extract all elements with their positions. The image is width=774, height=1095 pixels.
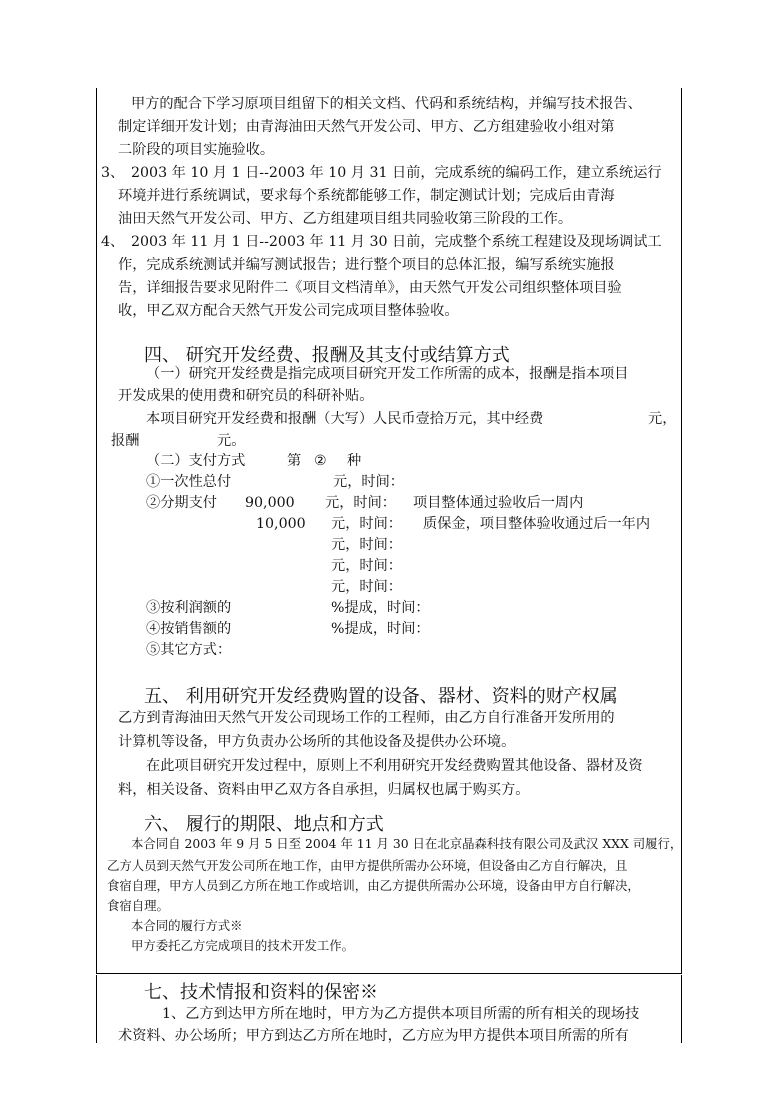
s4-opt2-unit-time: 元，时间： — [325, 495, 396, 511]
s6-line: 乙方人员到天然气开发公司所在地工作，由甲方提供所需办公环境，但设备由乙方自行解决，且 — [107, 858, 628, 873]
s7-line: 术资料、办公场所；甲方到达乙方所在地时，乙方应为甲方提供本项目所需的所有 — [118, 1028, 629, 1044]
s4-p2-unit: 元。 — [217, 433, 246, 449]
s7-line: 1、乙方到达甲方所在地时，甲方为乙方提供本项目所需的所有相关的现场技 — [162, 1006, 640, 1022]
s4-pay-mode-zhong: 种 — [347, 453, 362, 469]
s4-opt2-label: ②分期支付 — [146, 495, 217, 511]
s4-opt4-pct: %提成，时间： — [331, 621, 430, 637]
s3-item3-line: 环境并进行系统调试，要求每个系统都能够工作，制定测试计划；完成后由青海 — [118, 188, 615, 204]
s4-opt1-label: ①一次性总付 — [146, 474, 232, 490]
s5-p1-line: 乙方到青海油田天然气开发公司现场工作的工程师，由乙方自行准备开发所用的 — [118, 710, 615, 726]
s4-opt2-unit-time: 元，时间： — [331, 558, 402, 574]
s4-opt2-amount: 90,000 — [245, 495, 295, 511]
s6-line: 食宿自理，甲方人员到乙方所在地工作或培训，由乙方提供所需办公环境，设备由甲方自行解决， — [107, 878, 640, 893]
section5-heading: 五、 利用研究开发经费购置的设备、器材、资料的财产权属 — [144, 686, 618, 707]
s4-p2-line: 本项目研究开发经费和报酬（大写）人民币壹拾万元，其中经费 — [146, 411, 544, 427]
s6-line: 食宿自理。 — [107, 898, 169, 913]
s4-opt2-note: 项目整体通过验收后一周内 — [413, 495, 584, 511]
s4-opt2-unit-time: 元，时间： — [331, 537, 402, 553]
s4-opt1-unit-time: 元，时间： — [333, 474, 404, 490]
s3-line: 甲方的配合下学习原项目组留下的相关文档、代码和系统结构，并编写技术报告、 — [131, 96, 642, 112]
s3-item3-line: 油田天然气开发公司、甲方、乙方组建项目组共同验收第三阶段的工作。 — [118, 211, 573, 227]
s6-line: 甲方委托乙方完成项目的技术开发工作。 — [131, 938, 355, 953]
s5-p2-line: 料，相关设备、资料由甲乙双方各自承担，归属权也属于购买方。 — [118, 782, 530, 798]
s4-opt3-pct: %提成，时间： — [331, 600, 430, 616]
s3-item4-line: 作，完成系统测试并编写测试报告；进行整个项目的总体汇报，编写系统实施报 — [118, 257, 615, 273]
s3-line: 制定详细开发计划；由青海油田天然气开发公司、甲方、乙方组建验收小组对第 — [118, 119, 615, 135]
section7-heading: 七、技术情报和资料的保密※ — [144, 982, 378, 1003]
section6-heading: 六、 履行的期限、地点和方式 — [144, 814, 384, 835]
s4-p2-unit: 元， — [648, 411, 677, 427]
s4-opt4-label: ④按销售额的 — [146, 621, 232, 637]
section4-heading: 四、 研究开发经费、报酬及其支付或结算方式 — [144, 345, 510, 366]
s3-line: 二阶段的项目实施验收。 — [118, 142, 275, 158]
s6-line: 本合同自 2003 年 9 月 5 日至 2004 年 11 月 30 日在北京晶森科技有限公司及武汉 XXX 司履行， — [131, 836, 683, 851]
s3-item4-line: 告，详细报告要求见附件二《项目文档清单》，由天然气开发公司组织整体项目验 — [118, 280, 622, 296]
s4-p2-label: 报酬 — [111, 433, 140, 449]
s4-opt2-note: 质保金，项目整体验收通过后一年内 — [423, 516, 651, 532]
s4-pay-mode-di: 第 — [287, 453, 302, 469]
s5-p2-line: 在此项目研究开发过程中，原则上不利用研究开发经费购置其他设备、器材及资 — [146, 758, 643, 774]
s4-pay-mode-label: （二）支付方式 — [146, 453, 246, 469]
s4-pay-mode-choice: ② — [314, 453, 327, 469]
s4-opt2-unit-time: 元，时间： — [331, 516, 402, 532]
s3-item4-number: 4、 — [101, 234, 125, 250]
s4-opt2-unit-time: 元，时间： — [331, 579, 402, 595]
s4-opt3-label: ③按利润额的 — [146, 600, 232, 616]
s4-opt5-label: ⑤其它方式： — [146, 642, 232, 658]
s5-p1-line: 计算机等设备，甲方负责办公场所的其他设备及提供办公环境。 — [118, 734, 516, 750]
s4-p1-line: （一）研究开发经费是指完成项目研究开发工作所需的成本，报酬是指本项目 — [146, 366, 629, 382]
s4-opt2-amount: 10,000 — [256, 516, 306, 532]
s6-line: 本合同的履行方式※ — [131, 918, 243, 933]
s3-item3-line: 2003 年 10 月 1 日--2003 年 10 月 31 日前，完成系统的编码工作，建立系统运行 — [131, 165, 662, 181]
s3-item4-line: 2003 年 11 月 1 日--2003 年 11 月 30 日前，完成整个系统工程建设及现场调试工 — [131, 234, 662, 250]
s3-item3-number: 3、 — [101, 165, 125, 181]
s4-p1-line: 开发成果的使用费和研究员的科研补贴。 — [118, 388, 374, 404]
s3-item4-line: 收，甲乙双方配合天然气开发公司完成项目整体验收。 — [118, 303, 459, 319]
